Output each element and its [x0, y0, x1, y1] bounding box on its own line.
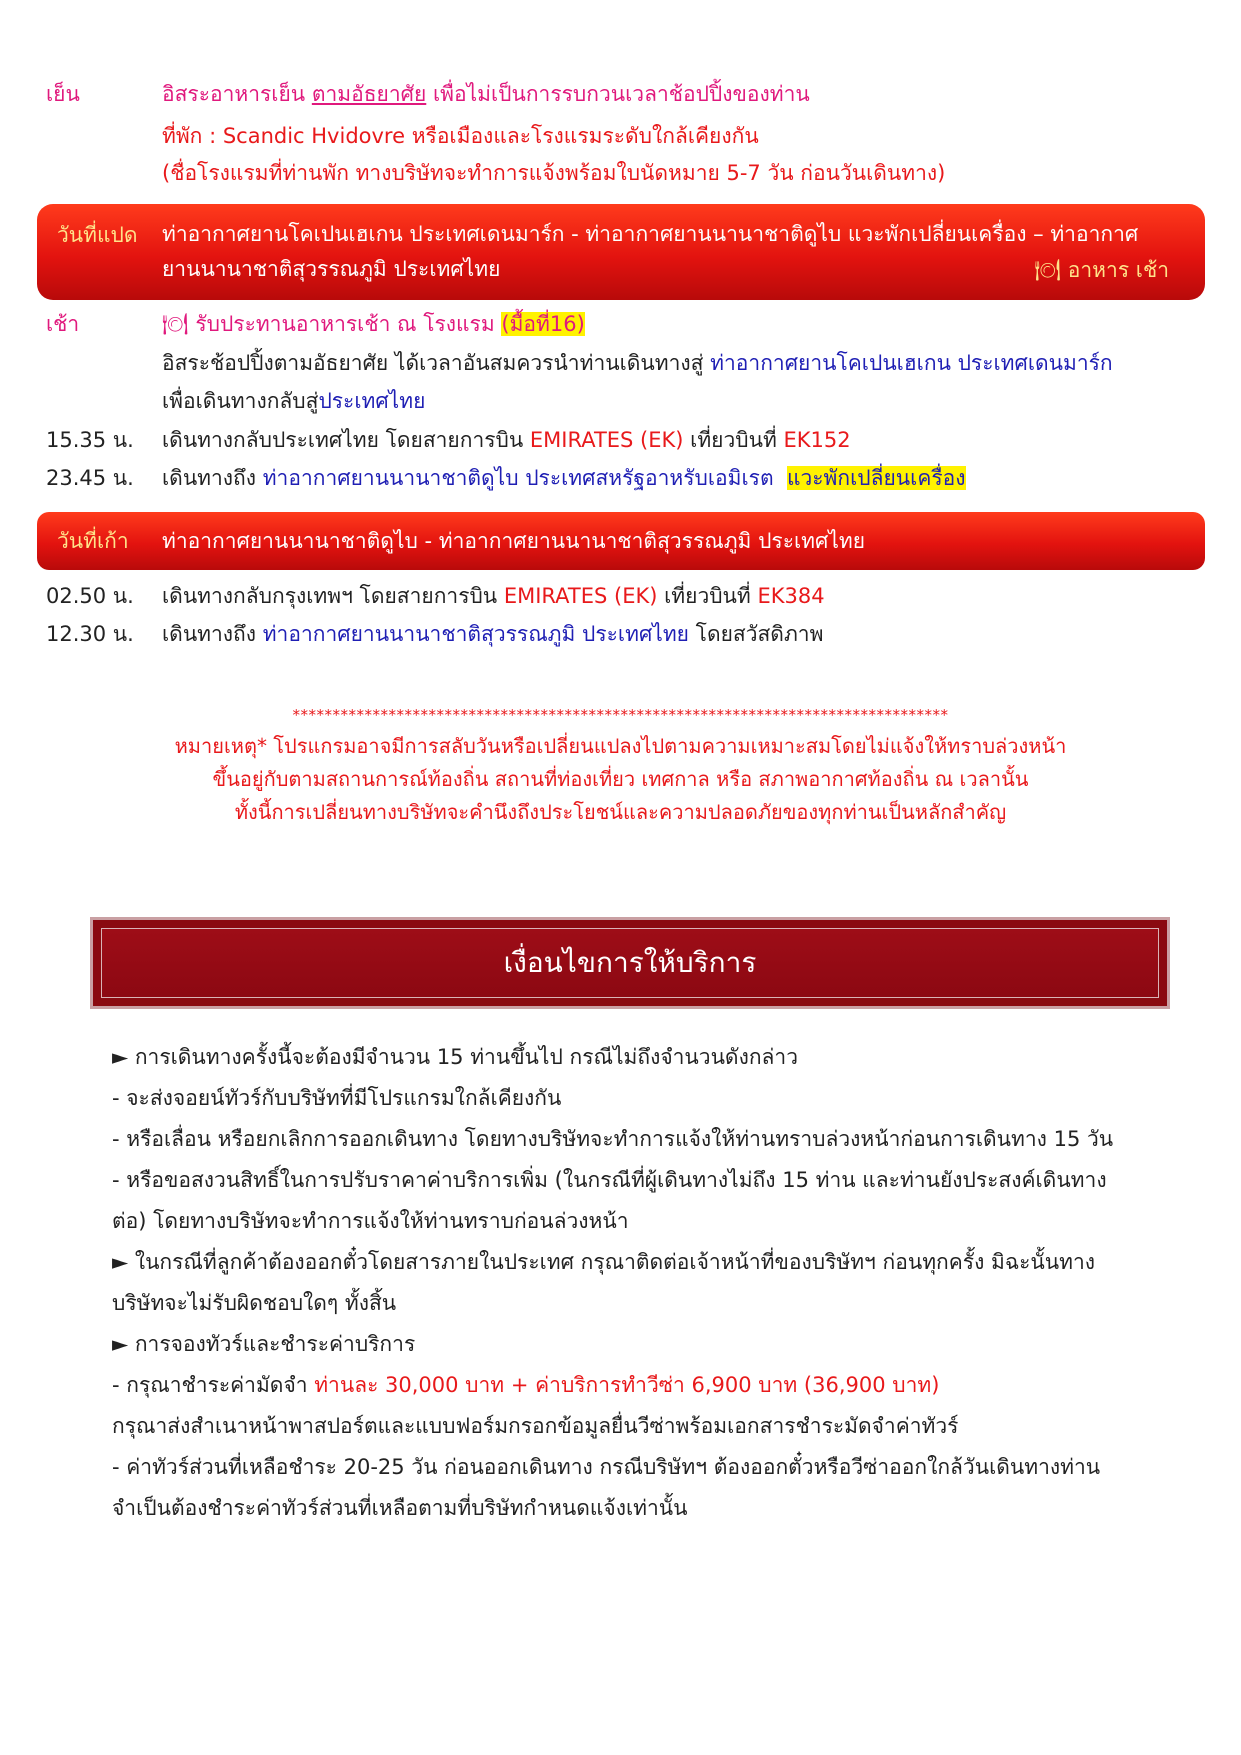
- condition-1: ► การเดินทางครั้งนี้จะต้องมีจำนวน 15 ท่านขึ้นไป กรณีไม่ถึงจำนวนดังกล่าว: [112, 1045, 798, 1069]
- condition-10: กรุณาส่งสำเนาหน้าพาสปอร์ตและแบบฟอร์มกรอกข้อมูลยื่นวีซ่าพร้อมเอกสารชำระมัดจำค่าทัวร์: [112, 1414, 959, 1438]
- note-line2: ขึ้นอยู่กับตามสถานการณ์ท้องถิ่น สถานที่ท่องเที่ยว เทศกาล หรือ สภาพอากาศท้องถิ่น ณ เวลานั้น: [212, 767, 1029, 791]
- day8-label: วันที่แปด: [57, 223, 138, 247]
- flight-number: EK384: [757, 584, 825, 608]
- condition-8: ► การจองทัวร์และชำระค่าบริการ: [112, 1332, 416, 1356]
- condition-5: ต่อ) โดยทางบริษัทจะทำการแจ้งให้ท่านทราบก่อนล่วงหน้า: [112, 1209, 629, 1233]
- dinner-text: อิสระอาหารเย็น: [162, 82, 312, 106]
- plate-icon: 🍽: [1034, 258, 1068, 282]
- arrive-text: เดินทางถึง: [162, 466, 263, 490]
- flight-text: เดินทางกลับประเทศไทย โดยสายการบิน: [162, 428, 530, 452]
- dinner-reason: เพื่อไม่เป็นการรบกวนเวลาช้อปปิ้งของท่าน: [426, 82, 810, 106]
- time-2345: 23.45 น.: [46, 466, 134, 490]
- flight-label: เที่ยวบินที่: [683, 428, 784, 452]
- time-1535: 15.35 น.: [46, 428, 134, 452]
- condition-7: บริษัทจะไม่รับผิดชอบใดๆ ทั้งสิ้น: [112, 1291, 397, 1315]
- desc-text: อิสระช้อปปิ้งตามอัธยาศัย ได้เวลาอันสมควรนำท่านเดินทางสู่: [162, 351, 711, 375]
- conditions-banner: [90, 917, 1170, 1009]
- morning-label: เช้า: [46, 312, 80, 336]
- condition-6: ► ในกรณีที่ลูกค้าต้องออกตั๋วโดยสารภายในประเทศ กรุณาติดต่อเจ้าหน้าที่ของบริษัทฯ ก่อนทุกครั้ง มิฉะนั้นทาง: [112, 1250, 1096, 1274]
- day9-label: วันที่เก้า: [57, 529, 129, 553]
- day8-desc-line1: [162, 348, 1113, 378]
- condition-9: [112, 1370, 939, 1400]
- day8-header-bar: [37, 204, 1205, 300]
- time-0250: 02.50 น.: [46, 584, 134, 608]
- day8-title-line1: ท่าอากาศยานโคเปนเฮเกน ประเทศเดนมาร์ก - ท่าอากาศยานนานาชาติดูไบ แวะพักเปลี่ยนเครื่อง – ท่าอากาศ: [162, 222, 1139, 246]
- day8-title-line2: ยานนานาชาติสุวรรณภูมิ ประเทศไทย: [162, 257, 501, 281]
- day8-meal: [1034, 255, 1169, 285]
- conditions-title: เงื่อนไขการให้บริการ: [503, 946, 757, 979]
- plate-icon: 🍽: [162, 312, 196, 336]
- desc-country: ประเทศไทย: [318, 389, 426, 413]
- breakfast-text: รับประทานอาหารเช้า ณ โรงแรม: [195, 312, 495, 336]
- transit-note: แวะพักเปลี่ยนเครื่อง: [786, 466, 966, 490]
- desc-text: เพื่อเดินทางกลับสู่: [162, 389, 319, 413]
- condition-3: - หรือเลื่อน หรือยกเลิกการออกเดินทาง โดยทางบริษัทจะทำการแจ้งให้ท่านทราบล่วงหน้าก่อนการเดินทาง 15 วัน: [112, 1127, 1114, 1151]
- evening-dinner-line: [162, 79, 810, 109]
- safe-text: โดยสวัสดิภาพ: [688, 622, 824, 646]
- arrive-dubai-line: [162, 463, 966, 493]
- deposit-text: - กรุณาชำระค่ามัดจำ: [112, 1373, 315, 1397]
- day8-desc-line2: [162, 386, 425, 416]
- time-1230: 12.30 น.: [46, 622, 134, 646]
- condition-4: - หรือขอสงวนสิทธิ์ในการปรับราคาค่าบริการเพิ่ม (ในกรณีที่ผู้เดินทางไม่ถึง 15 ท่าน และท่านยังประสงค์เดินทาง: [112, 1168, 1107, 1192]
- evening-label: เย็น: [46, 82, 80, 106]
- hotel-line: ที่พัก : Scandic Hvidovre หรือเมืองและโรงแรมระดับใกล้เคียงกัน: [162, 124, 759, 148]
- suvarnabhumi-airport: ท่าอากาศยานนานาชาติสุวรรณภูมิ ประเทศไทย: [262, 622, 689, 646]
- day9-header-bar: [37, 512, 1205, 570]
- star-divider: **********************************************************************************: [292, 706, 949, 724]
- breakfast-line: [162, 309, 585, 339]
- condition-12: จำเป็นต้องชำระค่าทัวร์ส่วนที่เหลือตามที่บริษัทกำหนดแจ้งเท่านั้น: [112, 1496, 688, 1520]
- note-line1: หมายเหตุ* โปรแกรมอาจมีการสลับวันหรือเปลี่ยนแปลงไปตามความเหมาะสมโดยไม่แจ้งให้ทราบล่วงหน้า: [174, 734, 1067, 758]
- flight-label: เที่ยวบินที่: [657, 584, 758, 608]
- flight-ek384-line: [162, 581, 825, 611]
- flight-ek152-line: [162, 425, 851, 455]
- desc-airport: ท่าอากาศยานโคเปนเฮเกน ประเทศเดนมาร์ก: [710, 351, 1113, 375]
- hotel-note: (ชื่อโรงแรมที่ท่านพัก ทางบริษัทจะทำการแจ้งพร้อมใบนัดหมาย 5-7 วัน ก่อนวันเดินทาง): [162, 161, 946, 185]
- deposit-amount: ท่านละ 30,000 บาท + ค่าบริการทำวีซ่า 6,900 บาท (36,900 บาท): [314, 1373, 940, 1397]
- meal-count: (มื้อที่16): [501, 312, 585, 336]
- day8-meal-text: อาหาร เช้า: [1067, 258, 1169, 282]
- airline: EMIRATES (EK): [529, 428, 684, 452]
- arrive-bangkok-line: [162, 619, 823, 649]
- airline: EMIRATES (EK): [503, 584, 658, 608]
- dubai-airport: ท่าอากาศยานนานาชาติดูไบ ประเทศสหรัฐอาหรับเอมิเรต: [262, 466, 774, 490]
- note-line3: ทั้งนี้การเปลี่ยนทางบริษัทจะคำนึงถึงประโยชน์และความปลอดภัยของทุกท่านเป็นหลักสำคัญ: [234, 800, 1007, 824]
- condition-2: - จะส่งจอยน์ทัวร์กับบริษัทที่มีโปรแกรมใกล้เคียงกัน: [112, 1086, 562, 1110]
- day9-title: ท่าอากาศยานนานาชาติดูไบ - ท่าอากาศยานนานาชาติสุวรรณภูมิ ประเทศไทย: [162, 529, 866, 553]
- flight-number: EK152: [783, 428, 851, 452]
- flight-text: เดินทางกลับกรุงเทพฯ โดยสายการบิน: [162, 584, 504, 608]
- arrive-text: เดินทางถึง: [162, 622, 263, 646]
- dinner-leisure: ตามอัธยาศัย: [311, 82, 427, 106]
- condition-11: - ค่าทัวร์ส่วนที่เหลือชำระ 20-25 วัน ก่อนออกเดินทาง กรณีบริษัทฯ ต้องออกตั๋วหรือวีซ่าออกใกล้วันเดินทางท่าน: [112, 1455, 1101, 1479]
